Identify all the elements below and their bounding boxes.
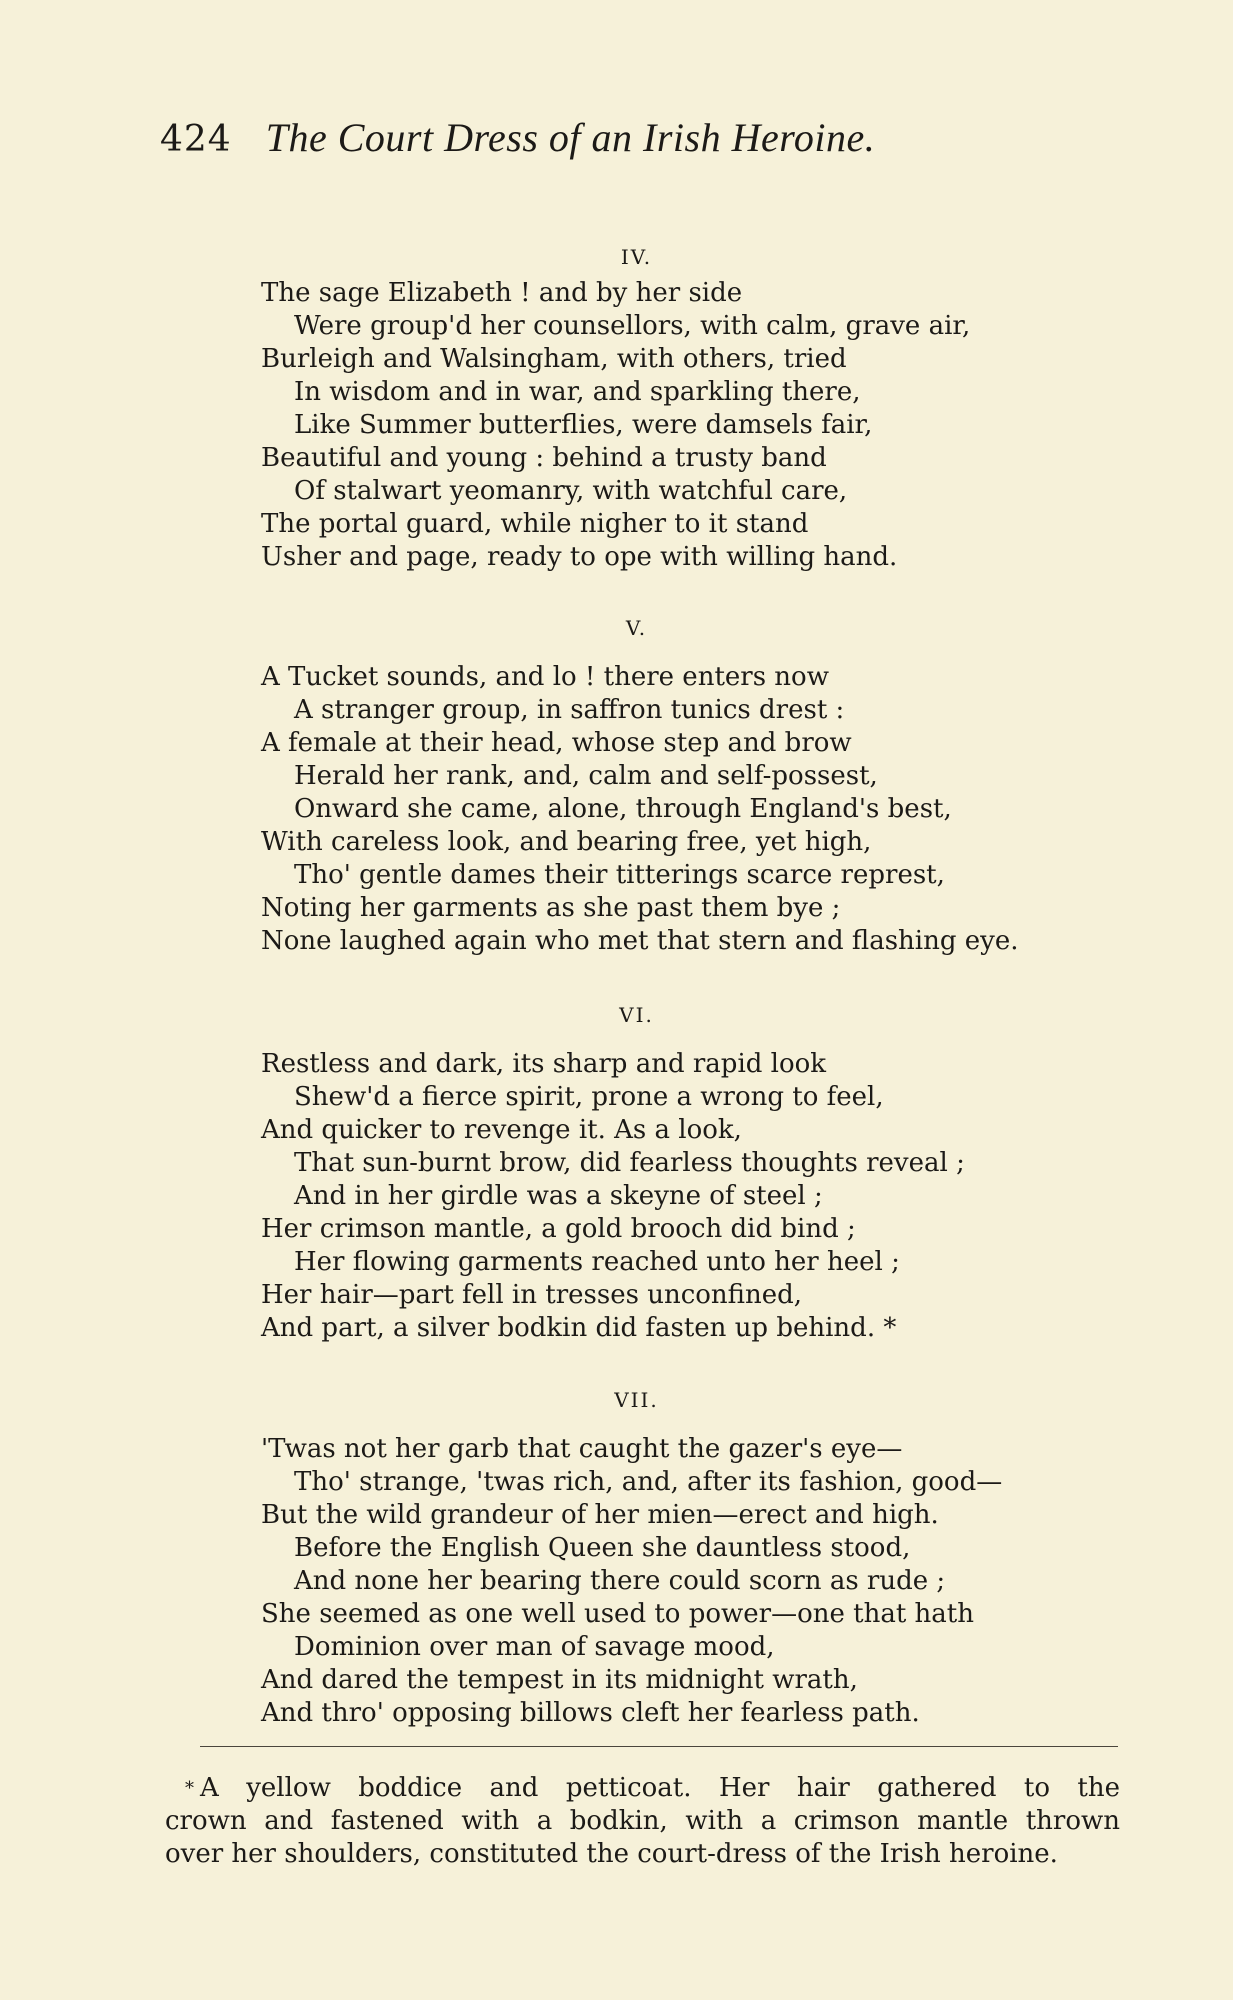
verse-line: None laughed again who met that stern and flashing eye. (261, 926, 1019, 956)
verse-line: Burleigh and Walsingham, with others, tried (261, 344, 847, 374)
footnote (165, 1772, 1120, 1871)
verse-line: Onward she came, alone, through England's best, (294, 794, 952, 824)
page-title: The Court Dress of an Irish Heroine. (265, 115, 876, 160)
verse-line: Herald her rank, and, calm and self-possest, (294, 761, 878, 791)
verse-line: Of stalwart yeomanry, with watchful care, (294, 476, 848, 506)
footnote-rule (200, 1746, 1118, 1747)
verse-line: And part, a silver bodkin did fasten up behind. * (261, 1313, 897, 1343)
verse-line: The portal guard, while nigher to it stand (261, 509, 809, 539)
verse-line: Dominion over man of savage mood, (294, 1632, 775, 1662)
stanza-number: V. (625, 616, 648, 640)
verse-line: Tho' strange, 'twas rich, and, after its fashion, good— (294, 1467, 1003, 1497)
verse-line: Her hair—part fell in tresses unconfined, (261, 1280, 803, 1310)
verse-line: And in her girdle was a skeyne of steel ; (294, 1181, 823, 1211)
verse-line: Shew'd a fierce spirit, prone a wrong to feel, (294, 1082, 884, 1112)
stanza-number: VI. (619, 1003, 654, 1027)
stanza (261, 661, 1019, 958)
verse-line: 'Twas not her garb that caught the gazer's eye— (261, 1434, 903, 1464)
stanza-number: VII. (614, 1388, 659, 1412)
page-number: 424 (160, 119, 232, 160)
verse-line: A female at their head, whose step and brow (261, 728, 852, 758)
verse-line: Her crimson mantle, a gold brooch did bind ; (261, 1214, 856, 1244)
verse-line: Usher and page, ready to ope with willing hand. (261, 542, 898, 572)
verse-line: And quicker to revenge it. As a look, (261, 1115, 742, 1145)
verse-line: Were group'd her counsellors, with calm, grave air, (294, 311, 971, 341)
verse-line: Noting her garments as she past them bye ; (261, 893, 841, 923)
verse-line: Tho' gentle dames their titterings scarce represt, (294, 860, 945, 890)
running-head (160, 115, 1060, 160)
verse-line: Like Summer butterflies, were damsels fair, (294, 410, 873, 440)
verse-line: Beautiful and young : behind a trusty band (261, 443, 827, 473)
verse-line: With careless look, and bearing free, yet high, (261, 827, 872, 857)
verse-line: A stranger group, in saffron tunics drest : (294, 695, 845, 725)
verse-line: That sun-burnt brow, did fearless thoughts reveal ; (294, 1148, 965, 1178)
stanza (261, 277, 970, 574)
footnote-marker: * (185, 1778, 194, 1799)
verse-line: A Tucket sounds, and lo ! there enters now (261, 662, 829, 692)
footnote-line: over her shoulders, constituted the court-dress of the Irish heroine. (165, 1839, 1058, 1869)
stanza-number: IV. (620, 245, 653, 269)
verse-line: Restless and dark, its sharp and rapid look (261, 1049, 827, 1079)
verse-line: In wisdom and in war, and sparkling there, (294, 377, 861, 407)
footnote-line (165, 1772, 1120, 1805)
verse-line: But the wild grandeur of her mien—erect and high. (261, 1500, 939, 1530)
verse-line: She seemed as one well used to power—one that hath (261, 1599, 974, 1629)
verse-line: And dared the tempest in its midnight wrath, (261, 1665, 858, 1695)
stanza (261, 1048, 965, 1345)
verse-line: And thro' opposing billows cleft her fearless path. (261, 1698, 920, 1728)
verse-line: Before the English Queen she dauntless stood, (294, 1533, 911, 1563)
verse-line: And none her bearing there could scorn as rude ; (294, 1566, 946, 1596)
footnote-text: A yellow boddice and petticoat. Her hair gathered to the (200, 1773, 1120, 1803)
footnote-line: crown and fastened with a bodkin, with a crimson mantle thrown (165, 1806, 1120, 1836)
stanza (261, 1433, 1002, 1730)
verse-line: Her flowing garments reached unto her heel ; (294, 1247, 900, 1277)
verse-line: The sage Elizabeth ! and by her side (261, 278, 743, 308)
